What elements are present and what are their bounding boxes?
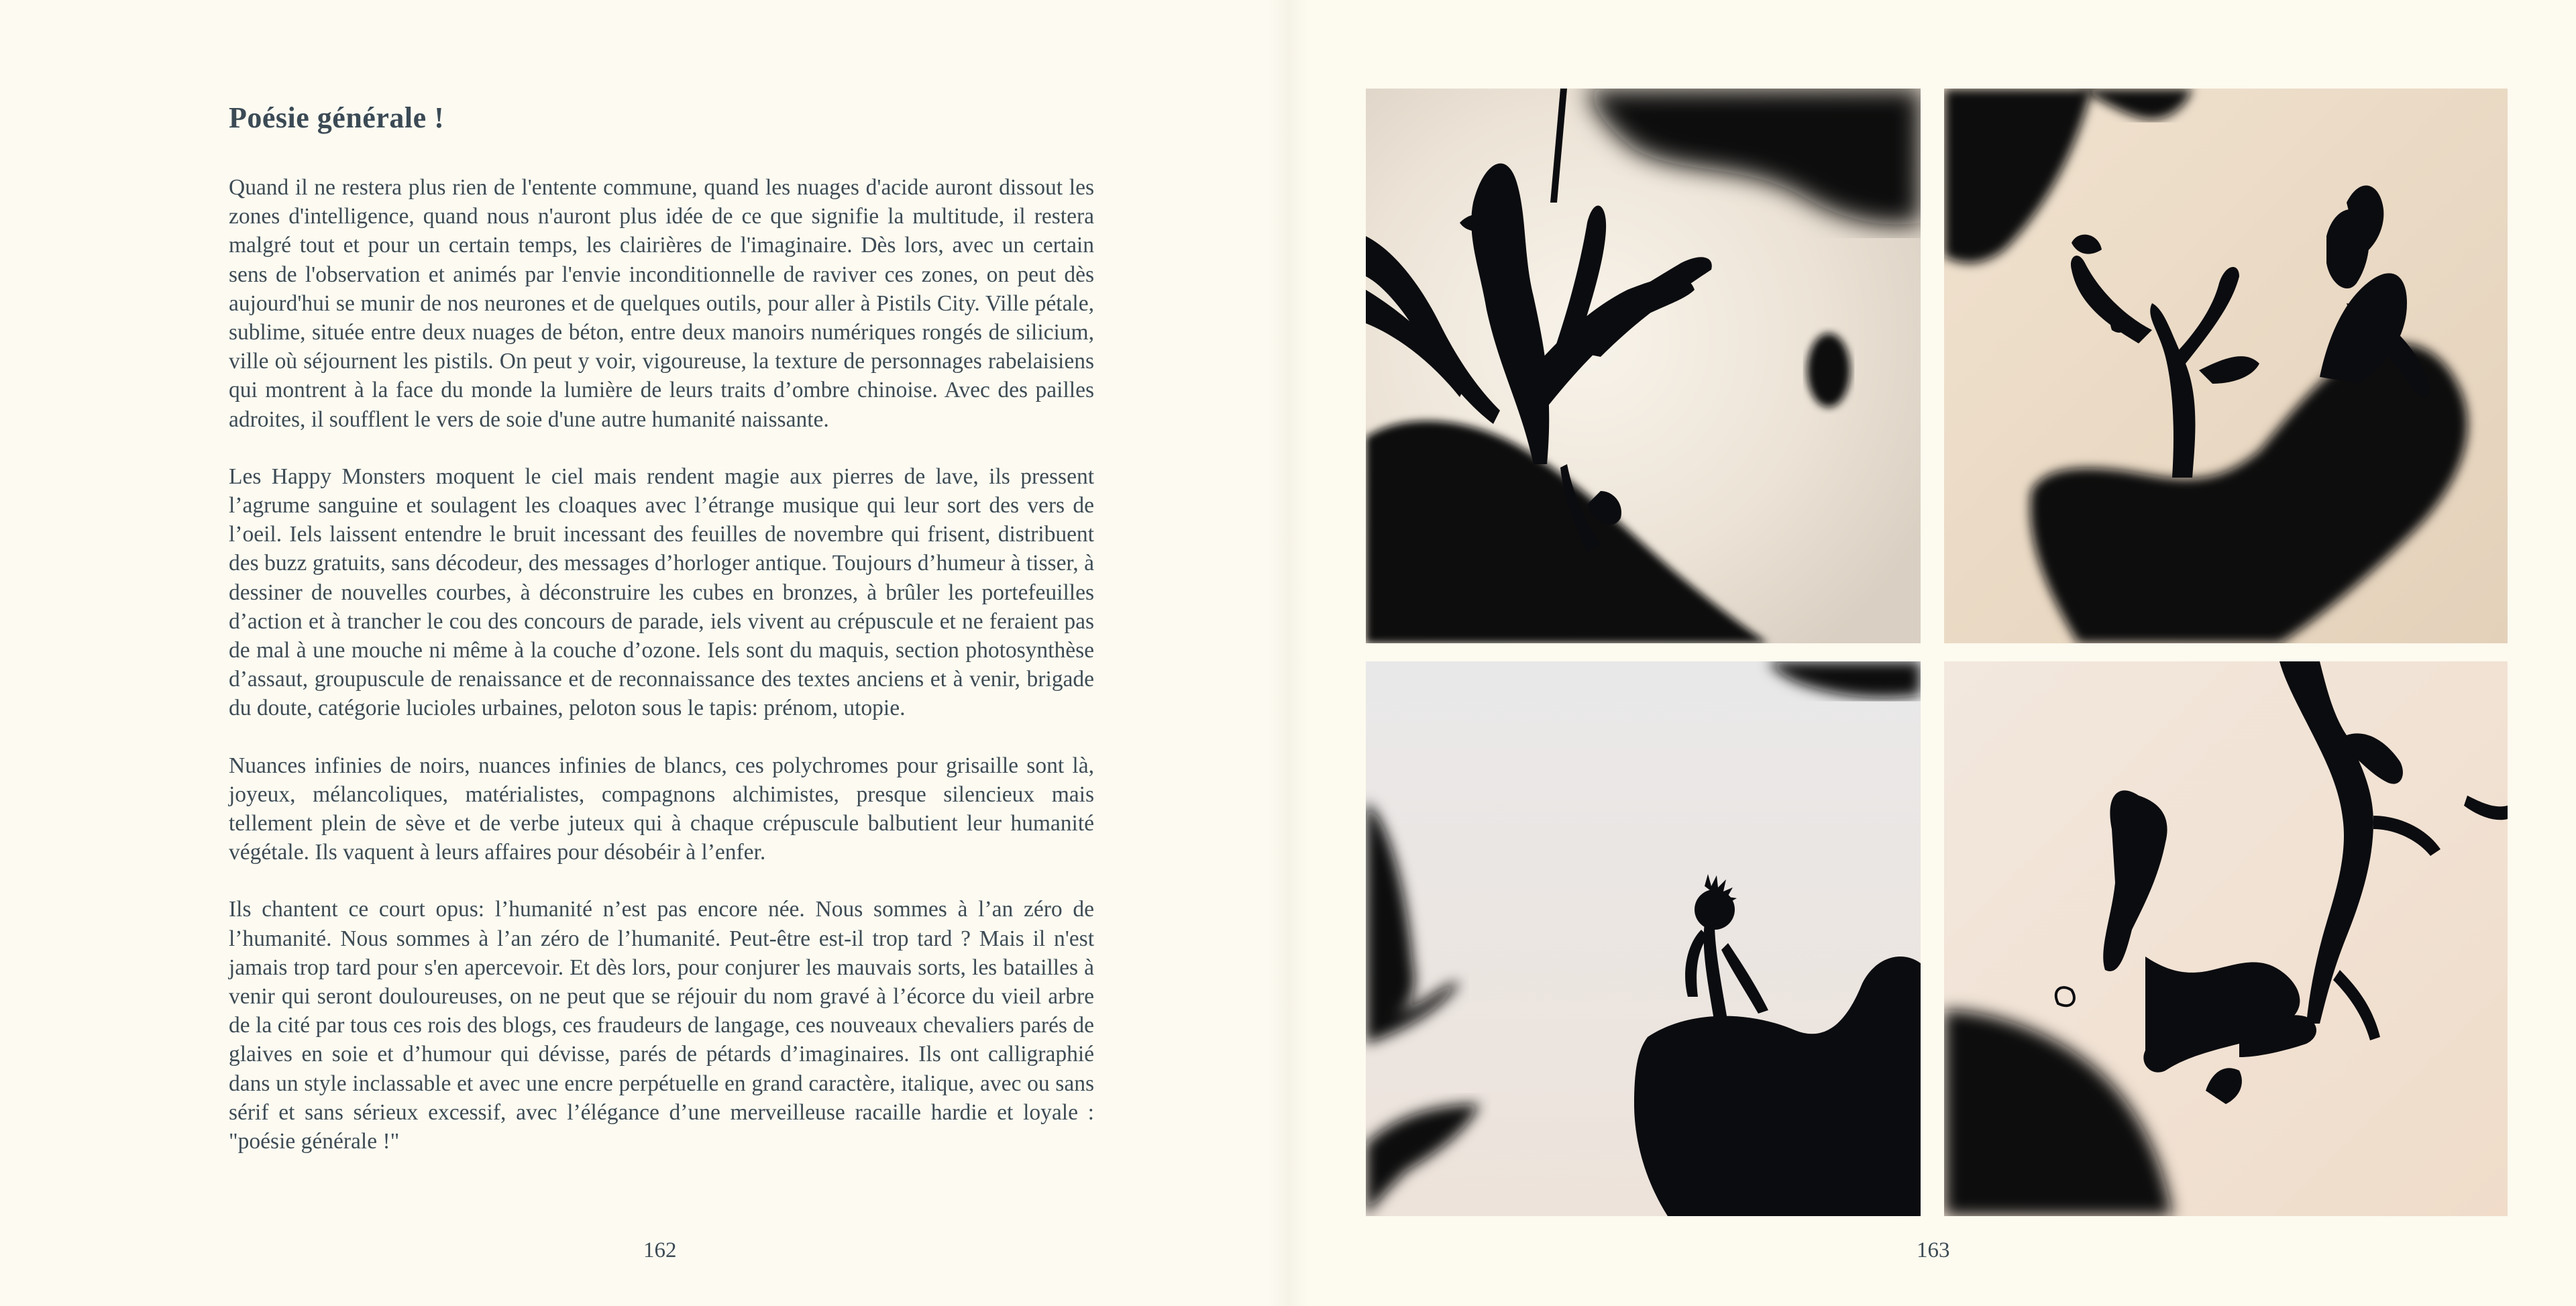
paragraph-1: Quand il ne restera plus rien de l'entente commune, quand les nuages d'acide auront dissout les zones d'intelligence, quand nous n'auront plus idée de ce que signifie la multitude, il restera malgré tout et pour un certain temps, les clairières de l'imaginaire. Dès lors, avec un certain sens de l'observation et animés par l'envie inconditionnelle de raviver ces zones, on peut dès aujourd'hui se munir de nos neurones et de quelques outils, pour aller à Pistils City. Ville pétale, sublime, située entre deux nuages de béton, entre deux manoirs numériques rongés de silicium, ville où séjournent les pistils. On peut y voir, vigoureuse, la texture de personnages rabelaisiens qui montrent à la face du monde la lumière de leurs traits d’ombre chinoise. Avec des pailles adroites, il soufflent le vers de soie d'une autre humanité naissante. <box>229 175 1094 432</box>
page-number-right: 163 <box>1917 1238 1950 1262</box>
book-gutter <box>1268 0 1308 1306</box>
photo-flower-silhouette-2 <box>1944 89 2508 643</box>
flower-silhouette-icon <box>1366 661 1921 1216</box>
flower-silhouette-icon <box>1944 661 2508 1216</box>
photo-flower-silhouette-3 <box>1366 661 1921 1216</box>
body-text <box>229 173 1094 1184</box>
page-title: Poésie générale ! <box>229 101 445 134</box>
page-number-left: 162 <box>643 1238 677 1262</box>
paragraph-4: Ils chantent ce court opus: l’humanité n’est pas encore née. Nous sommes à l’an zéro de l’humanité. Nous sommes à l’an zéro de l’humanité. Peut-être est-il trop tard ? Mais il n'est jamais trop tard pour s'en apercevoir. Et dès lors, pour conjurer les mauvais sorts, les batailles à venir qui seront douloureuses, on ne peut que se réjouir du nom gravé à l’écorce du vieil arbre de la cité par tous ces rois des blogs, ces fraudeurs de langage, ces nouveaux chevaliers parés de glaives en soie et d’humour qui dévisse, parés de pétards d’imaginaires. Ils ont calligraphié dans un style inclassable et avec une encre perpétuelle en grand caractère, italique, avec ou sans sérif et sans sérieux excessif, avec l’élégance d’une merveilleuse racaille hardie et loyale : "poésie générale !" <box>229 897 1094 1154</box>
flower-silhouette-icon <box>1944 89 2508 643</box>
paragraph-2: Les Happy Monsters moquent le ciel mais rendent magie aux pierres de lave, ils pressent l’agrume sanguine et soulagent les cloaques avec l’étrange musique qui leur sort des vers de l’oeil. Iels laissent entendre le bruit incessant des feuilles de novembre qui frisent, distribuent des buzz gratuits, sans décodeur, des messages d’horloger antique. Toujours d’humeur à tisser, à dessiner de nouvelles courbes, à déconstruire les cubes en bronzes, à brûler les portefeuilles d’action et à trancher le cou des concours de parade, iels vivent au crépuscule et ne feraient pas de mal à une mouche ni même à la couche d’ozone. Iels sont du maquis, section photosynthèse d’assaut, groupuscule de renaissance et de reconnaissance des textes anciens et à venir, brigade du doute, catégorie lucioles urbaines, peloton sous le tapis: prénom, utopie. <box>229 464 1094 721</box>
photo-flower-silhouette-4 <box>1944 661 2508 1216</box>
photo-flower-silhouette-1 <box>1366 89 1921 643</box>
paragraph-3: Nuances infinies de noirs, nuances infinies de blancs, ces polychromes pour grisaille sont là, joyeux, mélancoliques, matérialistes, compagnons alchimistes, presque silencieux mais tellement plein de sève et de verbe juteux qui à chaque crépuscule balbutient leur humanité végétale. Ils vaquent à leurs affaires pour désobéir à l’enfer. <box>229 753 1094 865</box>
flower-silhouette-icon <box>1366 89 1921 643</box>
